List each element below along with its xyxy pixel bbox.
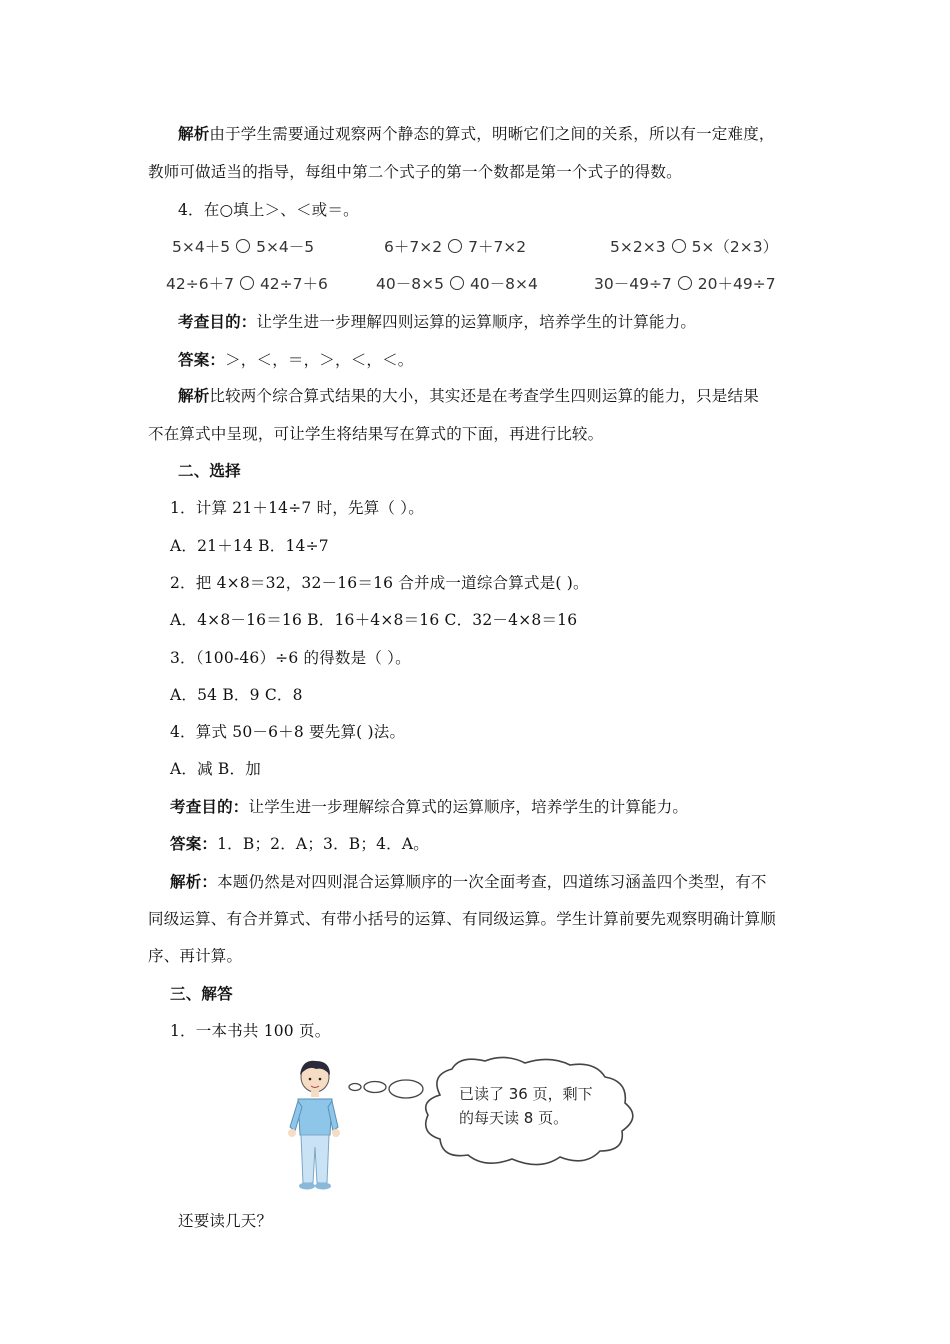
section-2-analysis: 解析：本题仍然是对四则混合运算顺序的一次全面考查，四道练习涵盖四个类型，有不 — [170, 873, 767, 891]
expr-2-2: 40－8×5 40－8×4 — [376, 275, 538, 293]
choice-q2-options: A．4×8－16＝16 B．16＋4×8＝16 C．32－4×8＝16 — [170, 611, 578, 629]
compare-circle — [448, 239, 462, 253]
expr-1-1: 5×4＋5 5×4－5 — [172, 238, 315, 256]
choice-q3: 3．（100-46）÷6 的得数是（ ）。 — [170, 649, 411, 667]
q4-purpose: 考查目的：让学生进一步理解四则运算的运算顺序，培养学生的计算能力。 — [178, 313, 697, 331]
q4-analysis-cont: 不在算式中呈现，可让学生将结果写在算式的下面，再进行比较。 — [148, 425, 604, 443]
choice-q1-options: A．21＋14 B．14÷7 — [170, 537, 329, 555]
compare-circle — [236, 239, 250, 253]
section-2-heading: 二、选择 — [178, 462, 241, 480]
compare-circle — [678, 276, 692, 290]
analysis-text: 由于学生需要通过观察两个静态的算式，明晰它们之间的关系，所以有一定难度， — [209, 125, 775, 143]
expr-1-2: 6＋7×2 7＋7×2 — [384, 238, 527, 256]
section-2-purpose: 考查目的：让学生进一步理解综合算式的运算顺序，培养学生的计算能力。 — [170, 798, 689, 816]
bubble-text-line-2: 的每天读 8 页。 — [459, 1109, 569, 1127]
solve-q1: 1．一本书共 100 页。 — [170, 1022, 331, 1040]
question-4-title: 4．在○填上＞、＜或＝。 — [178, 201, 359, 219]
choice-q2: 2．把 4×8＝32，32－16＝16 合并成一道综合算式是( )。 — [170, 574, 589, 592]
analysis-label: 解析 — [178, 125, 210, 143]
section-2-answer: 答案：1．B；2．A；3．B；4．A。 — [170, 835, 429, 853]
compare-circle — [672, 239, 686, 253]
choice-q4-options: A．减 B．加 — [170, 760, 261, 778]
choice-q4: 4．算式 50－6＋8 要先算( )法。 — [170, 723, 406, 741]
section-2-analysis-cont-1: 同级运算、有合并算式、有带小括号的运算、有同级运算。学生计算前要先观察明确计算顺 — [148, 910, 777, 928]
expr-2-1: 42÷6＋7 42÷7＋6 — [166, 275, 328, 293]
analysis-paragraph-1-cont: 教师可做适当的指导，每组中第二个式子的第一个数都是第一个式子的得数。 — [148, 163, 682, 181]
expr-1-3: 5×2×3 5×（2×3） — [610, 238, 779, 256]
section-3-heading: 三、解答 — [170, 985, 233, 1003]
expr-2-3: 30－49÷7 20＋49÷7 — [594, 275, 776, 293]
q4-answer: 答案：＞，＜，＝，＞，＜，＜。 — [178, 351, 414, 369]
choice-q3-options: A．54 B．9 C．8 — [170, 686, 303, 704]
compare-circle — [240, 276, 254, 290]
thought-trail — [349, 1080, 423, 1098]
section-2-analysis-cont-2: 序、再计算。 — [148, 947, 243, 965]
q4-analysis: 解析比较两个综合算式结果的大小，其实还是在考查学生四则运算的能力，只是结果 — [178, 387, 759, 405]
boy-figure — [288, 1061, 340, 1190]
analysis-paragraph-1 — [178, 124, 775, 144]
solve-q1-question: 还要读几天？ — [178, 1212, 273, 1230]
choice-q1: 1．计算 21＋14÷7 时，先算（ ）。 — [170, 499, 424, 517]
compare-circle — [450, 276, 464, 290]
bubble-text-line-1: 已读了 36 页，剩下 — [459, 1085, 593, 1103]
